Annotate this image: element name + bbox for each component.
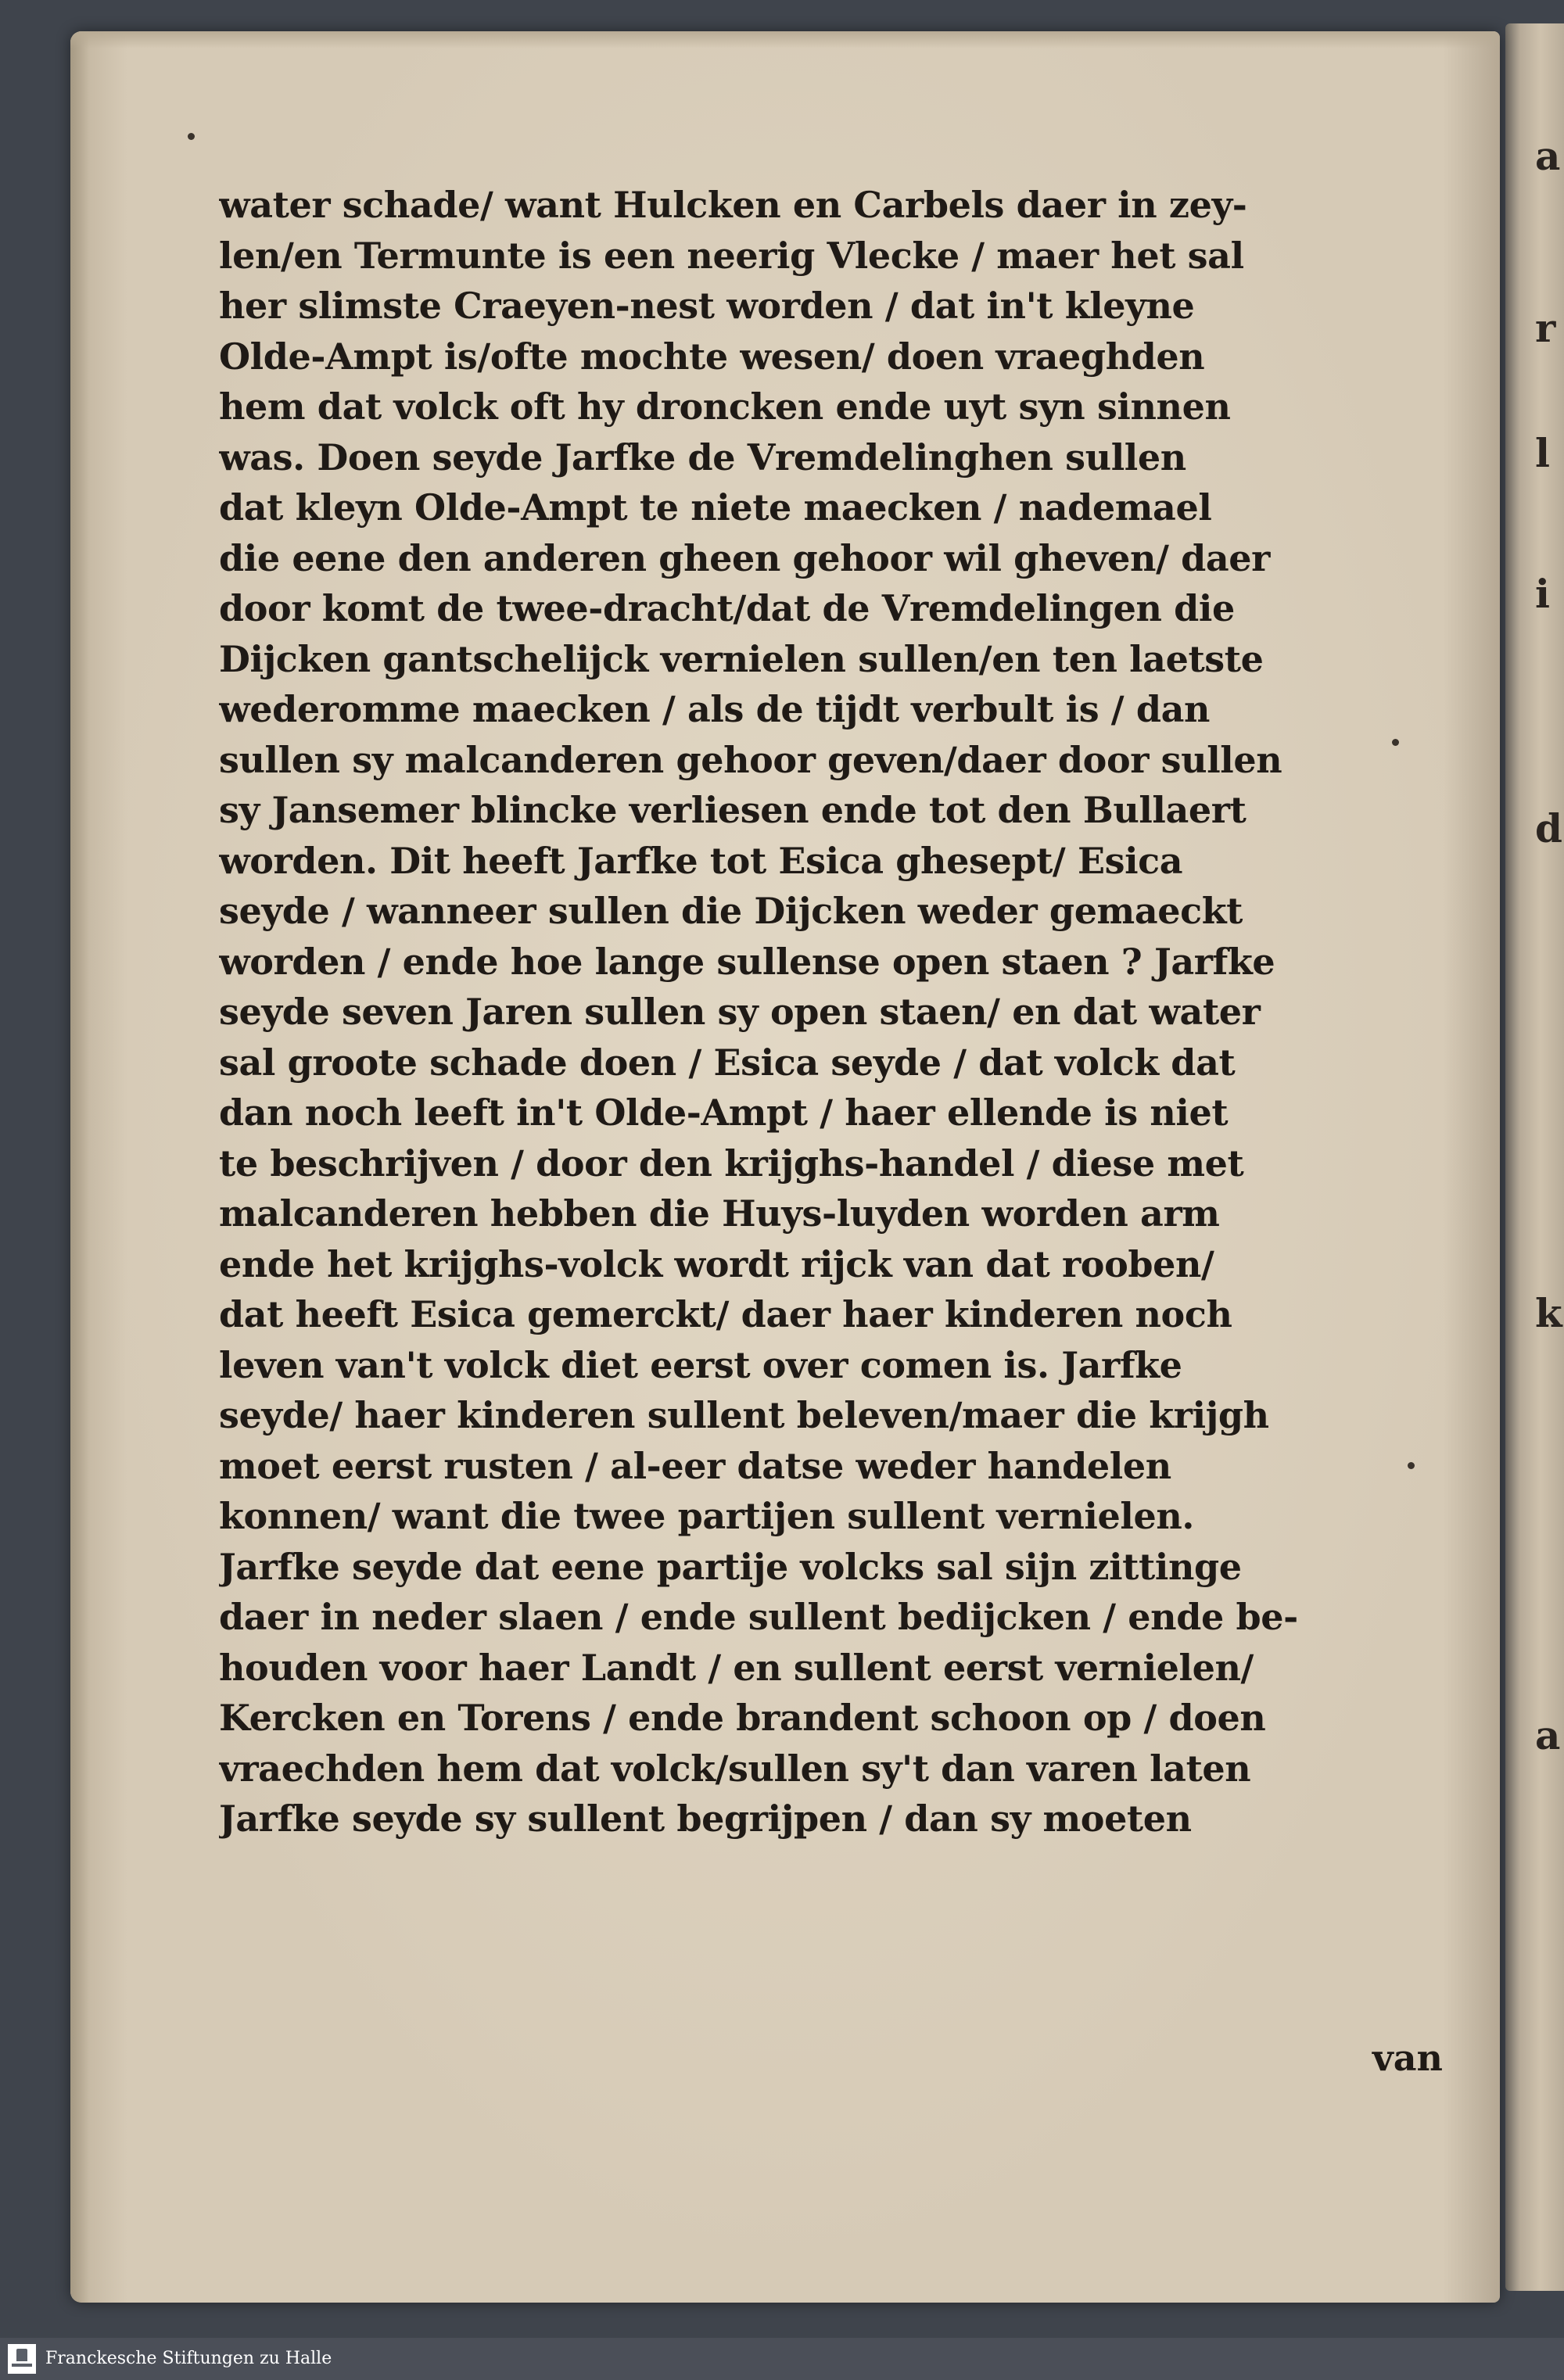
text-line: seyde / wanneer sullen die Dijcken weder gemaeckt bbox=[219, 890, 1243, 932]
text-line: hem dat volck oft hy droncken ende uyt syn sinnen bbox=[219, 385, 1231, 428]
text-line: seyde seven Jaren sullen sy open staen/ en dat water bbox=[219, 991, 1261, 1033]
page-edge bbox=[70, 31, 89, 2303]
edge-letter: i bbox=[1535, 571, 1550, 617]
text-line: her slimste Craeyen-nest worden / dat in't kleyne bbox=[219, 285, 1195, 327]
text-line: daer in neder slaen / ende sullent bedijcken / ende be- bbox=[219, 1596, 1298, 1638]
next-page-edge bbox=[1505, 23, 1564, 2291]
text-line: malcanderen hebben die Huys-luyden worden arm bbox=[219, 1192, 1220, 1235]
text-line: seyde/ haer kinderen sullent beleven/maer die krijgh bbox=[219, 1394, 1269, 1436]
text-line: houden voor haer Landt / en sullent eerst vernielen/ bbox=[219, 1646, 1254, 1689]
page-edge bbox=[70, 31, 1500, 48]
text-line: te beschrijven / door den krijghs-handel / diese met bbox=[219, 1142, 1244, 1185]
edge-letter: k bbox=[1535, 1290, 1562, 1336]
text-line: Kercken en Torens / ende brandent schoon op / doen bbox=[219, 1697, 1266, 1739]
text-line: sullen sy malcanderen gehoor geven/daer door sullen bbox=[219, 738, 1282, 781]
text-line: sal groote schade doen / Esica seyde / dat volck dat bbox=[219, 1041, 1236, 1084]
text-line: moet eerst rusten / al-eer datse weder handelen bbox=[219, 1444, 1171, 1487]
institution-name[interactable]: Franckesche Stiftungen zu Halle bbox=[45, 2349, 332, 2368]
text-line: worden / ende hoe lange sullense open staen ? Jarfke bbox=[219, 940, 1275, 983]
text-line: water schade/ want Hulcken en Carbels daer in zey- bbox=[219, 184, 1247, 226]
text-line: sy Jansemer blincke verliesen ende tot den Bullaert bbox=[219, 789, 1247, 831]
logo-base-shape bbox=[12, 2364, 32, 2367]
text-line: door komt de twee-dracht/dat de Vremdelingen die bbox=[219, 587, 1235, 629]
logo-building-shape bbox=[16, 2349, 27, 2361]
edge-letter: d bbox=[1535, 805, 1562, 851]
text-line: wederomme maecken / als de tijdt verbult is / dan bbox=[219, 688, 1211, 730]
catchword: van bbox=[1372, 2037, 1443, 2079]
text-line: dat kleyn Olde-Ampt te niete maecken / nademael bbox=[219, 486, 1212, 529]
text-line: len/en Termunte is een neerig Vlecke / maer het sal bbox=[219, 234, 1244, 277]
ink-dot bbox=[188, 133, 195, 140]
text-line: vraechden hem dat volck/sullen sy't dan varen laten bbox=[219, 1747, 1251, 1790]
text-line: Olde-Ampt is/ofte mochte wesen/ doen vraeghden bbox=[219, 335, 1205, 378]
text-line: konnen/ want die twee partijen sullent vernielen. bbox=[219, 1495, 1194, 1537]
edge-letter: a bbox=[1535, 1712, 1561, 1758]
text-line: leven van't volck diet eerst over comen is. Jarfke bbox=[219, 1343, 1182, 1386]
text-line: was. Doen seyde Jarfke de Vremdelinghen sullen bbox=[219, 435, 1186, 479]
text-line: Dijcken gantschelijck vernielen sullen/en ten laetste bbox=[219, 637, 1264, 680]
viewer-footer bbox=[0, 2338, 1564, 2380]
text-line: ende het krijghs-volck wordt rijck van dat rooben/ bbox=[219, 1242, 1214, 1285]
text-block bbox=[219, 180, 1462, 1844]
edge-letter: r bbox=[1535, 305, 1556, 351]
book-page bbox=[70, 31, 1500, 2303]
text-line: dan noch leeft in't Olde-Ampt / haer ellende is niet bbox=[219, 1091, 1229, 1134]
edge-letter: a bbox=[1535, 133, 1561, 179]
edge-letter: l bbox=[1535, 430, 1550, 476]
text-line: Jarfke seyde dat eene partije volcks sal sijn zittinge bbox=[219, 1545, 1242, 1588]
text-line: worden. Dit heeft Jarfke tot Esica ghesept/ Esica bbox=[219, 839, 1183, 882]
institution-logo-icon[interactable] bbox=[8, 2344, 36, 2374]
text-line: Jarfke seyde sy sullent begrijpen / dan sy moeten bbox=[219, 1798, 1192, 1840]
text-line: dat heeft Esica gemerckt/ daer haer kinderen noch bbox=[219, 1293, 1232, 1335]
text-line: die eene den anderen gheen gehoor wil gheven/ daer bbox=[219, 536, 1270, 579]
